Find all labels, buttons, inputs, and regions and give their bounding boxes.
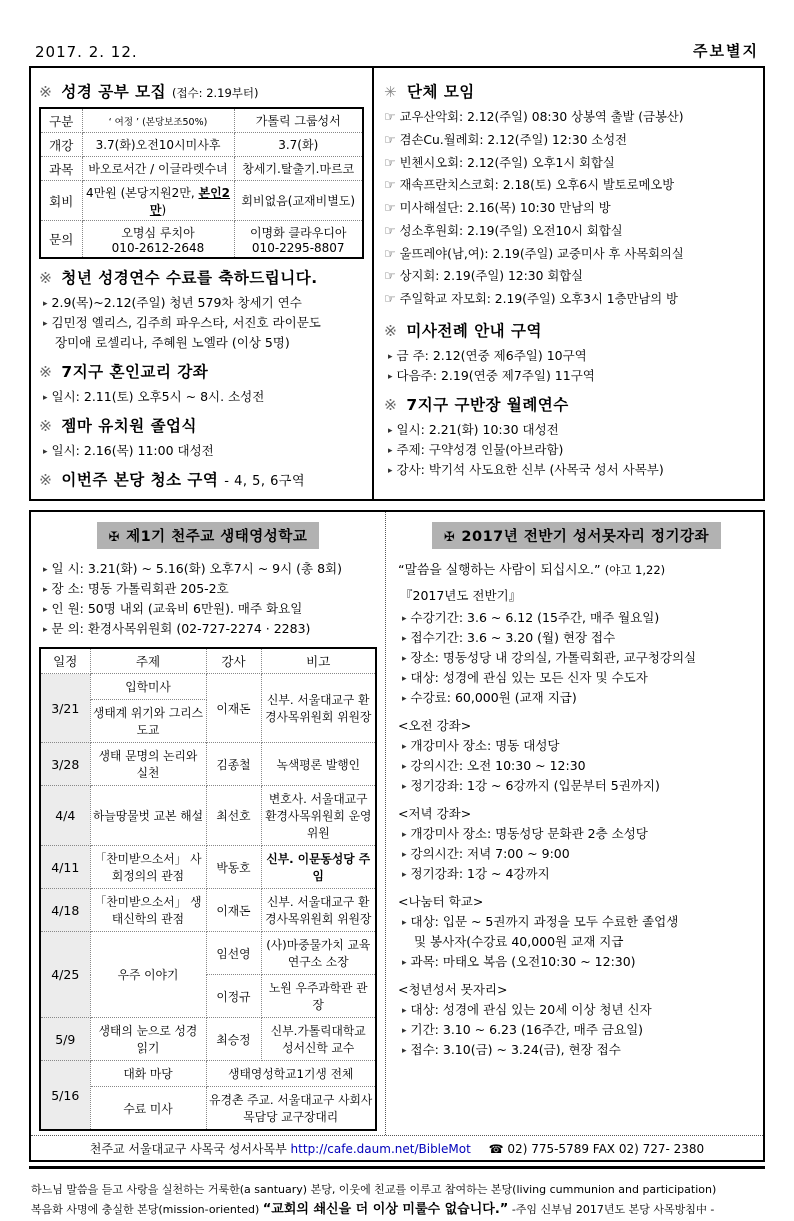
table-row [40, 221, 363, 259]
pointing-hand-icon: ☞ [384, 178, 396, 194]
cell: 회비없음(교재비별도) [234, 181, 363, 221]
triangle-bullet-icon: ▸ [43, 319, 48, 329]
list-item [384, 107, 755, 130]
contact-name: 이명화 클라우디아 [249, 225, 347, 240]
section-title-group-meetings [384, 80, 755, 102]
quote-text: “말씀을 실행하는 사람이 되십시오.” [398, 563, 601, 578]
bullet-line [39, 313, 364, 333]
bullet-line [384, 366, 755, 386]
triangle-bullet-icon: ▸ [402, 1046, 407, 1056]
list-item [384, 221, 755, 244]
triangle-bullet-icon: ▸ [43, 299, 48, 309]
row-label: 문의 [40, 221, 82, 259]
schedule-topic: 「찬미받으소서」 생태신학의 관점 [90, 889, 206, 932]
bullet-line [398, 952, 755, 972]
cell: 창세기.탈출기.마르코 [234, 157, 363, 181]
bullet-line [39, 599, 377, 619]
col-header: ‘ 여정 ’ (본당보조50%) [82, 108, 234, 133]
schedule-note: 변호사. 서울대교구 환경사목위원회 운영위원 [261, 786, 376, 846]
list-item [384, 153, 755, 176]
contact-phone: 010-2612-2648 [111, 240, 205, 255]
line-text: 장 소: 명동 가톨릭회관 205-2호 [51, 581, 229, 596]
table-row [40, 648, 376, 674]
cell: 3.7(화)오전10시미사후 [82, 133, 234, 157]
schedule-topic: 생태 문명의 논리와 실천 [90, 743, 206, 786]
schedule-note: 유경촌 주교. 서울대교구 사회사목담당 교구장대리 [206, 1087, 376, 1131]
bullet-line [398, 1020, 755, 1040]
triangle-bullet-icon: ▸ [402, 654, 407, 664]
bullet-line-continuation [398, 932, 755, 952]
banner-text: 2017년 전반기 성서못자리 정기강좌 [461, 529, 709, 545]
schedule-lecturer: 임선영 [206, 932, 261, 975]
line-text: 대상: 성경에 관심 있는 20세 이상 청년 신자 [410, 1002, 652, 1017]
schedule-note: (사)마중물가치 교육연구소 소장 [261, 932, 376, 975]
schedule-date: 4/4 [40, 786, 90, 846]
triangle-bullet-icon: ▸ [43, 447, 48, 457]
schedule-note: 신부. 서울대교구 환경사목위원회 위원장 [261, 674, 376, 743]
bible-study-table [39, 107, 364, 259]
section-title-mass-zones [384, 319, 755, 341]
group-heading-morning: <오전 강좌> [398, 718, 472, 733]
bullet-line [398, 736, 755, 756]
section-title-cleaning [39, 468, 364, 490]
contact-name: 오명심 루치아 [121, 225, 195, 240]
triangle-bullet-icon: ▸ [402, 1006, 407, 1016]
schedule-date: 4/25 [40, 932, 90, 1018]
triangle-bullet-icon: ▸ [402, 850, 407, 860]
line-text: 일시: 2.16(목) 11:00 대성전 [51, 443, 214, 458]
line-text: 및 봉사자(수강료 40,000원 교재 지급 [414, 934, 624, 949]
banner-text: 제1기 천주교 생태영성학교 [126, 529, 308, 545]
pointing-hand-icon: ☞ [384, 132, 396, 148]
bullet-line [39, 441, 364, 461]
page-title: 주보별지 [693, 42, 759, 60]
meeting-text: 상지회: 2.19(주일) 12:30 회합실 [399, 269, 583, 284]
bullet-line [398, 776, 755, 796]
line-text: 주제: 구약성경 인물(아브라함) [396, 441, 564, 457]
line-text: 대상: 입문 ~ 5권까지 과정을 모두 수료한 졸업생 [410, 914, 679, 929]
table-row [40, 133, 363, 157]
section-marker-icon: ※ [384, 321, 398, 340]
group-heading-nanum: <나눔터 학교> [398, 894, 484, 909]
schedule-lecturer: 이정규 [206, 975, 261, 1018]
row-label: 회비 [40, 181, 82, 221]
line-text: 장소: 명동성당 내 강의실, 가톨릭회관, 교구청강의실 [410, 650, 697, 665]
schedule-lecturer: 이재돈 [206, 889, 261, 932]
line-text: 일시: 2.21(화) 10:30 대성전 [396, 421, 559, 437]
schedule-note: 녹색평론 발행인 [261, 743, 376, 786]
section-title-youth-congrats [39, 266, 364, 288]
bullet-line [39, 619, 377, 639]
triangle-bullet-icon: ▸ [402, 958, 407, 968]
section-title-text: 청년 성경연수 수료를 축하드립니다. [61, 269, 318, 287]
cell [82, 221, 234, 259]
triangle-bullet-icon: ▸ [388, 465, 393, 476]
bullet-line [384, 440, 755, 460]
pointing-hand-icon: ☞ [384, 269, 396, 285]
schedule-lecturer: 최승정 [206, 1018, 261, 1061]
triangle-bullet-icon: ▸ [43, 625, 48, 635]
triangle-bullet-icon: ▸ [43, 605, 48, 615]
motto-line1: 하느님 말씀을 듣고 사랑을 실천하는 거룩한(a santuary) 본당, 이웃에 친교를 이루고 참여하는 본당(living cummunion and participation) [31, 1183, 717, 1196]
cafe-link[interactable]: http://cafe.daum.net/BibleMot [290, 1142, 471, 1156]
col-header: 가톨릭 그룹성서 [234, 108, 363, 133]
page-header [29, 40, 765, 66]
col-header: 강사 [206, 648, 261, 674]
line-text: 금 주: 2.12(연중 제6주일) 10구역 [396, 347, 587, 363]
table-row [40, 786, 376, 846]
bullet-line [398, 844, 755, 864]
triangle-bullet-icon: ▸ [43, 393, 48, 403]
bullet-line [398, 628, 755, 648]
programs-box [29, 510, 765, 1162]
section-title-text: 이번주 본당 청소 구역 [61, 471, 219, 489]
section-marker-icon: ※ [39, 471, 53, 489]
section-title-bible-study [39, 80, 364, 102]
triangle-bullet-icon: ▸ [402, 762, 407, 772]
schedule-topic: 입학미사 [90, 674, 206, 700]
schedule-date: 5/16 [40, 1061, 90, 1131]
triangle-bullet-icon: ▸ [388, 445, 393, 456]
schedule-note: 신부. 이문동성당 주임 [261, 846, 376, 889]
row-label: 과목 [40, 157, 82, 181]
bullet-line [398, 608, 755, 628]
triangle-bullet-icon: ▸ [402, 830, 407, 840]
triangle-bullet-icon: ▸ [43, 565, 48, 575]
meeting-text: 겸손Cu.월례회: 2.12(주일) 12:30 소성전 [399, 132, 628, 147]
phone-icon: ☎ [488, 1142, 504, 1156]
meeting-text: 성소후원회: 2.19(주일) 오전10시 회합실 [399, 223, 623, 238]
bullet-line [398, 688, 755, 708]
line-text: 강의시간: 저녁 7:00 ~ 9:00 [410, 846, 570, 861]
section-title-marriage-class [39, 360, 364, 382]
list-item [384, 289, 755, 312]
meeting-text: 교우산악회: 2.12(주일) 08:30 상봉역 출발 (금봉산) [399, 110, 684, 124]
cross-icon: ✠ [108, 530, 121, 545]
col-header: 일정 [40, 648, 90, 674]
schedule-date: 5/9 [40, 1018, 90, 1061]
section-title-graduation [39, 414, 364, 436]
table-row [40, 1087, 376, 1131]
pointing-hand-icon: ☞ [384, 223, 396, 239]
list-item [384, 266, 755, 289]
list-item [384, 198, 755, 221]
section-marker-icon: ※ [384, 395, 398, 414]
pointing-hand-icon: ☞ [384, 201, 396, 216]
schedule-topic: 수료 미사 [90, 1087, 206, 1131]
eco-school-column [31, 512, 386, 1135]
line-text: 접수: 3.10(금) ~ 3.24(금), 현장 접수 [410, 1042, 621, 1057]
section-title-district-training [384, 393, 755, 415]
schedule-note: 노원 우주과학관 관장 [261, 975, 376, 1018]
section-marker-icon: ※ [39, 363, 53, 381]
eco-school-schedule-table [39, 647, 377, 1131]
pointing-hand-icon: ☞ [384, 110, 396, 125]
bullet-line [384, 346, 755, 366]
fee-text-post: ) [161, 202, 167, 217]
section-marker-icon: ※ [39, 83, 53, 101]
schedule-date: 3/28 [40, 743, 90, 786]
line-text: 개강미사 장소: 명동 대성당 [410, 738, 560, 753]
line-text: 문 의: 환경사목위원회 (02-727-2274 · 2283) [51, 621, 311, 636]
row-label: 개강 [40, 133, 82, 157]
line-text: 접수기간: 3.6 ~ 3.20 (월) 현장 접수 [410, 630, 616, 645]
eco-school-banner [97, 522, 320, 549]
schedule-note: 신부. 서울대교구 환경사목위원회 위원장 [261, 889, 376, 932]
list-item [384, 244, 755, 267]
bullet-line [39, 387, 364, 407]
section-marker-icon: ※ [39, 269, 53, 287]
schedule-lecturer: 박동호 [206, 846, 261, 889]
cleaning-zones: - 4, 5, 6구역 [224, 474, 306, 489]
line-text: 대상: 성경에 관심 있는 모든 신자 및 수도자 [410, 670, 648, 685]
section-marker-icon: ※ [39, 417, 53, 435]
triangle-bullet-icon: ▸ [43, 585, 48, 595]
line-text: 개강미사 장소: 명동성당 문화관 2층 소성당 [410, 826, 648, 841]
table-row [40, 846, 376, 889]
schedule-note: 생태영성학교1기생 전체 [206, 1061, 376, 1087]
pointing-hand-icon: ☞ [384, 292, 396, 307]
fee-self-amount: 본인2만 [149, 185, 231, 217]
table-row [40, 157, 363, 181]
schedule-topic: 우주 이야기 [90, 932, 206, 1018]
schedule-topic: 생태계 위기와 그리스도교 [90, 700, 206, 743]
scripture-quote [398, 559, 755, 578]
top-right-column [374, 68, 763, 499]
bullet-line [398, 1040, 755, 1060]
table-row [40, 108, 363, 133]
group-heading-evening: <저녁 강좌> [398, 806, 472, 821]
bullet-line [398, 824, 755, 844]
cross-icon: ✠ [444, 530, 456, 545]
page-date: 2017. 2. 12. [35, 43, 138, 61]
meeting-text: 울뜨레야(남,여): 2.19(주일) 교중미사 후 사목회의실 [399, 246, 684, 261]
schedule-date: 3/21 [40, 674, 90, 743]
bullet-line [398, 864, 755, 884]
triangle-bullet-icon: ▸ [402, 694, 407, 704]
announcements-box [29, 66, 765, 501]
table-row [40, 1018, 376, 1061]
line-text: 인 원: 50명 내외 (교육비 6만원). 매주 화요일 [51, 601, 303, 616]
group-heading-youth: <청년성서 못자리> [398, 982, 508, 997]
line-text: 강사: 박기석 사도요한 신부 (사목국 성서 사목부) [396, 461, 664, 477]
contact-footer [31, 1135, 763, 1160]
motto-emphasis: “교회의 쇄신을 더 이상 미룰수 없습니다.” [262, 1202, 509, 1218]
col-header: 구분 [40, 108, 82, 133]
schedule-topic: 하늘땅물벗 교본 해설 [90, 786, 206, 846]
line-text: 강의시간: 오전 10:30 ~ 12:30 [410, 758, 586, 773]
motto-line2: 복음화 사명에 충실한 본당(mission-oriented) [31, 1203, 263, 1217]
bullet-line [39, 579, 377, 599]
section-title-text: 7지구 혼인교리 강좌 [61, 363, 209, 381]
line-text: 기간: 3.10 ~ 6.23 (16주간, 매주 금요일) [410, 1022, 644, 1037]
triangle-bullet-icon: ▸ [402, 918, 407, 928]
fee-text: 4만원 (본당지원2만, [85, 185, 199, 200]
schedule-date: 4/11 [40, 846, 90, 889]
triangle-bullet-icon: ▸ [402, 634, 407, 644]
triangle-bullet-icon: ▸ [402, 614, 407, 624]
triangle-bullet-icon: ▸ [388, 371, 393, 382]
bullet-line [398, 1000, 755, 1020]
bottom-rule [29, 1166, 765, 1169]
phone-fax-numbers: 02) 775-5789 FAX 02) 727- 2380 [507, 1142, 705, 1156]
table-row [40, 932, 376, 975]
line-text: 장미애 로셀리나, 주혜원 노엘라 (이상 5명) [55, 335, 290, 350]
section-title-text: 성경 공부 모집 [61, 83, 167, 101]
line-text: 김민정 엘리스, 김주희 파우스타, 서진호 라이문도 [51, 315, 321, 330]
section-title-text: 미사전례 안내 구역 [406, 321, 542, 340]
triangle-bullet-icon: ▸ [402, 674, 407, 684]
line-text: 수강료: 60,000원 (교재 지급) [410, 690, 577, 705]
meeting-text: 빈첸시오회: 2.12(주일) 오후1시 회합실 [399, 155, 615, 170]
motto-attribution: -주임 신부님 2017년도 본당 사목방침中 - [508, 1203, 715, 1217]
bullet-line [39, 559, 377, 579]
seedbed-subtitle: 『2017년도 전반기』 [400, 588, 522, 603]
pointing-hand-icon: ☞ [384, 155, 396, 171]
top-left-column [31, 68, 374, 499]
line-text: 일시: 2.11(토) 오후5시 ~ 8시. 소성전 [51, 389, 265, 404]
triangle-bullet-icon: ▸ [402, 870, 407, 880]
bullet-line-continuation [39, 333, 364, 353]
bullet-line [384, 460, 755, 480]
triangle-bullet-icon: ▸ [388, 425, 393, 436]
meeting-text: 미사해설단: 2.16(목) 10:30 만남의 방 [399, 201, 611, 215]
meeting-text: 재속프란치스코회: 2.18(토) 오후6시 발토로메오방 [399, 178, 675, 193]
list-item [384, 175, 755, 198]
schedule-topic: 대화 마당 [90, 1061, 206, 1087]
cell: 바오로서간 / 이글라렛수녀 [82, 157, 234, 181]
triangle-bullet-icon: ▸ [388, 351, 393, 362]
line-text: 과목: 마태오 복음 (오전10:30 ~ 12:30) [410, 954, 636, 969]
section-title-text: 7지구 구반장 월례연수 [406, 395, 569, 414]
section-title-text: 단체 모임 [406, 83, 475, 101]
triangle-bullet-icon: ▸ [402, 742, 407, 752]
starburst-icon: ✳ [384, 83, 398, 101]
pointing-hand-icon: ☞ [384, 246, 396, 262]
triangle-bullet-icon: ▸ [402, 782, 407, 792]
col-header: 주제 [90, 648, 206, 674]
schedule-lecturer: 김종철 [206, 743, 261, 786]
bullet-line [398, 648, 755, 668]
bullet-line [398, 756, 755, 776]
cell: 3.7(화) [234, 133, 363, 157]
meeting-text: 주일학교 자모회: 2.19(주일) 오후3시 1층만남의 방 [399, 292, 678, 306]
schedule-lecturer: 최선호 [206, 786, 261, 846]
line-text: 다음주: 2.19(연중 제7주일) 11구역 [396, 367, 595, 383]
cell [234, 221, 363, 259]
line-text: 정기강좌: 1강 ~ 4강까지 [410, 866, 550, 881]
line-text: 일 시: 3.21(화) ~ 5.16(화) 오후7시 ~ 9시 (총 8회) [51, 561, 342, 576]
schedule-topic: 「찬미받으소서」 사회정의의 관점 [90, 846, 206, 889]
seedbed-column [386, 512, 763, 1135]
schedule-note: 신부.가톨릭대학교 성서신학 교수 [261, 1018, 376, 1061]
table-row [40, 1061, 376, 1087]
quote-reference: (야고 1,22) [604, 563, 666, 577]
line-text: 2.9(목)~2.12(주일) 청년 579차 창세기 연수 [51, 295, 302, 310]
bullet-line [398, 912, 755, 932]
contact-phone: 010-2295-8807 [251, 240, 345, 255]
table-row [40, 889, 376, 932]
org-name: 천주교 서울대교구 사목국 성서사목부 [89, 1142, 287, 1156]
table-row [40, 674, 376, 700]
schedule-lecturer: 이재돈 [206, 674, 261, 743]
seedbed-banner [432, 522, 721, 549]
line-text: 수강기간: 3.6 ~ 6.12 (15주간, 매주 월요일) [410, 610, 660, 625]
table-row [40, 181, 363, 221]
table-row [40, 743, 376, 786]
col-header: 비고 [261, 648, 376, 674]
bullet-line [398, 668, 755, 688]
section-title-text: 젬마 유치원 졸업식 [61, 417, 197, 435]
schedule-topic: 생태의 눈으로 성경 읽기 [90, 1018, 206, 1061]
pastoral-motto-note [29, 1181, 765, 1221]
triangle-bullet-icon: ▸ [402, 1026, 407, 1036]
list-item [384, 130, 755, 153]
bullet-line [39, 293, 364, 313]
cell [82, 181, 234, 221]
bullet-line [384, 420, 755, 440]
section-suffix: (접수: 2.19부터) [171, 86, 259, 100]
schedule-date: 4/18 [40, 889, 90, 932]
line-text: 정기강좌: 1강 ~ 6강까지 (입문부터 5권까지) [410, 778, 660, 793]
